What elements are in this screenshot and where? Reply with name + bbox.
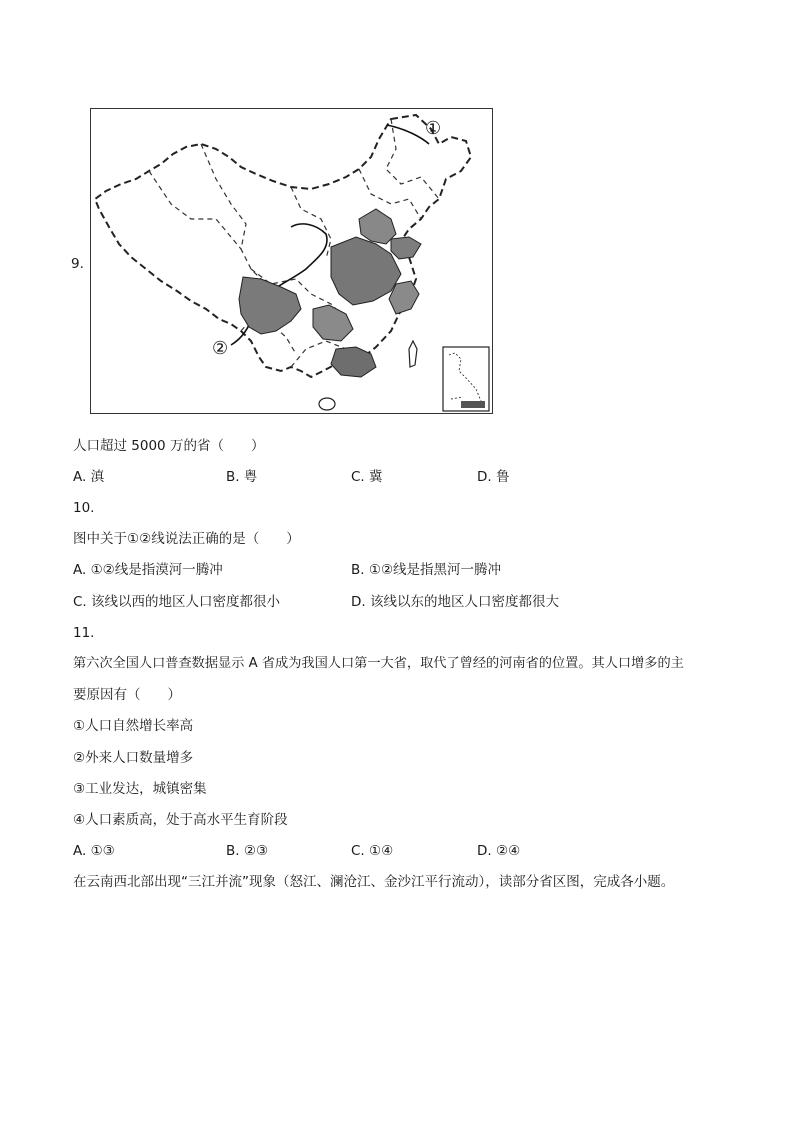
province-border [149, 171, 241, 249]
question-9-option-c[interactable]: C. 冀 [351, 469, 383, 485]
province-border [201, 144, 266, 284]
question-9-option-a[interactable]: A. 滇 [73, 469, 105, 485]
south-sea-inset-label-box [461, 401, 485, 408]
question-11-stem-line1: 第六次全国人口普查数据显示 A 省成为我国人口第一大省，取代了曾经的河南省的位置。其人口增多的主 [73, 656, 684, 671]
shaded-province-sichuan [313, 305, 353, 341]
shaded-province-shandong [391, 237, 421, 259]
question-10-stem: 图中关于①②线说法正确的是（ ） [73, 531, 300, 547]
question-11-number: 11. [73, 625, 95, 641]
shaded-province-hebei [359, 209, 396, 244]
shaded-province-yunnan [239, 277, 301, 334]
question-11-item-2: ②外来人口数量增多 [73, 750, 194, 766]
hainan-island [319, 398, 335, 410]
question-10-option-b[interactable]: B. ①②线是指黑河一腾冲 [351, 562, 502, 578]
question-11-option-b[interactable]: B. ②③ [226, 843, 269, 859]
question-9-stem: 人口超过 5000 万的省（ ） [73, 438, 265, 454]
question-10-option-c[interactable]: C. 该线以西的地区人口密度都很小 [73, 594, 281, 610]
question-10-number: 10. [73, 500, 95, 516]
question-11-item-1: ①人口自然增长率高 [73, 718, 194, 734]
question-10-option-d[interactable]: D. 该线以东的地区人口密度都很大 [351, 594, 559, 610]
question-9-option-b[interactable]: B. 粤 [226, 469, 258, 485]
china-map-svg [91, 109, 494, 415]
question-11-option-c[interactable]: C. ①④ [351, 843, 394, 859]
question-11-item-3: ③工业发达，城镇密集 [73, 781, 207, 797]
question-11-option-d[interactable]: D. ②④ [477, 843, 521, 859]
china-map-figure [90, 108, 493, 414]
question-9-number: 9. [71, 256, 84, 272]
question-11-option-a[interactable]: A. ①③ [73, 843, 115, 859]
province-border [359, 169, 421, 219]
question-11-stem-line2: 要原因有（ ） [73, 687, 181, 703]
next-section-intro: 在云南西北部出现“三江并流”现象（怒江、澜沧江、金沙江平行流动），读部分省区图，完成各小题。 [73, 874, 675, 890]
line-marker-bottom: ② [212, 338, 229, 359]
question-10-option-a[interactable]: A. ①②线是指漠河一腾冲 [73, 562, 223, 578]
taiwan-island [409, 341, 417, 367]
question-9-option-d[interactable]: D. 鲁 [477, 469, 510, 485]
line-marker-top: ① [425, 118, 442, 139]
question-11-item-4: ④人口素质高，处于高水平生育阶段 [73, 812, 288, 828]
